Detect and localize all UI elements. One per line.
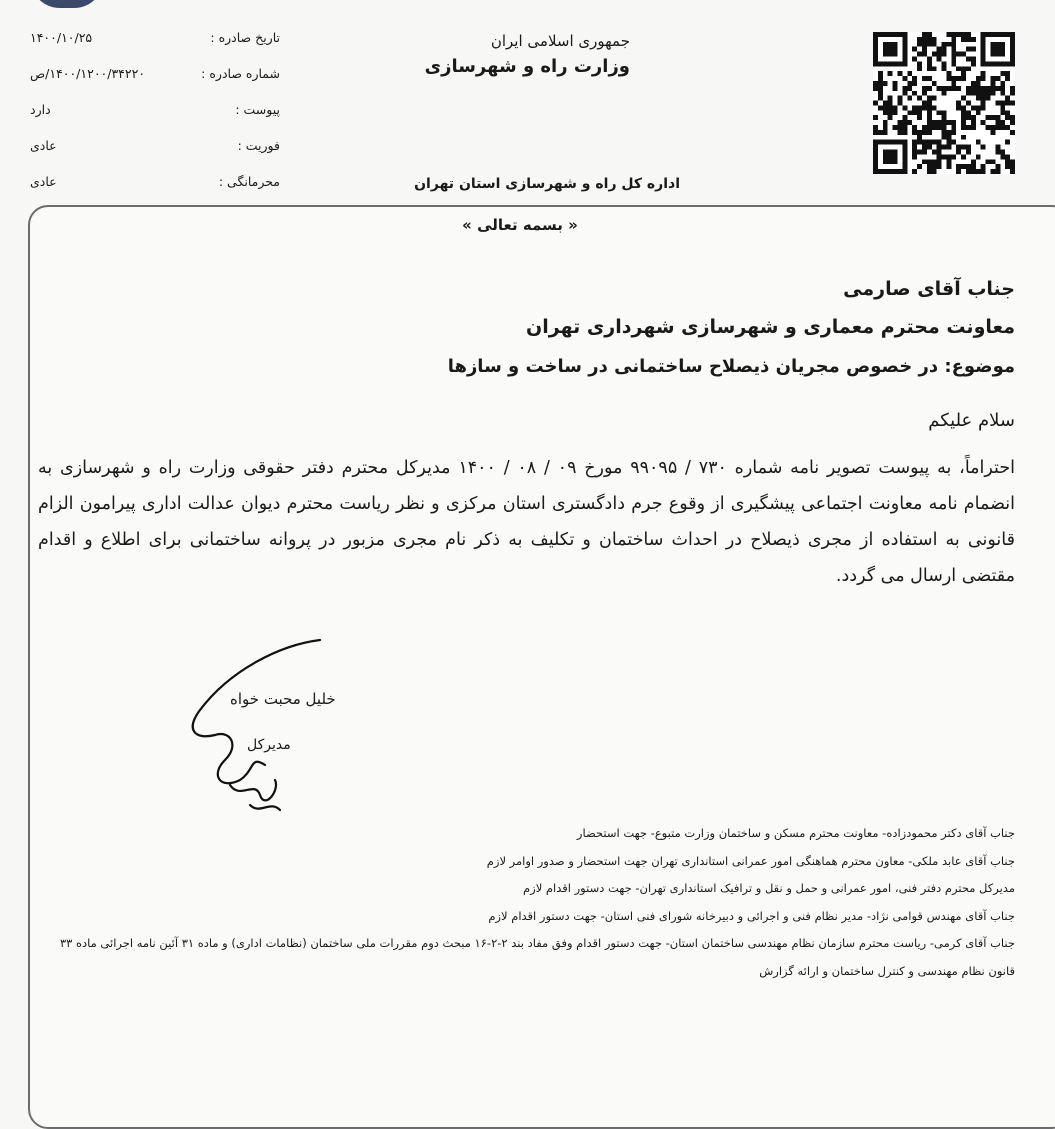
ministry-title: وزارت راه و شهرسازی	[424, 56, 630, 77]
handwritten-signature	[170, 630, 380, 830]
cc-item: جناب آقای کرمی- ریاست محترم سازمان نظام مهندسی ساختمان استان- جهت دستور اقدام وفق مفاد بند ۲-۲-۱۶ مبحث دوم مقررات ملی ساختمان (نظامات اداری) و ماده ۳۱ آئین نامه اجرائی ماده ۳۳ قانون نظام مهندسی و کنترل ساختمان و ارائه گزارش	[59, 936, 1015, 978]
meta-attachment-value: دارد	[30, 102, 51, 117]
meta-attachment	[30, 92, 280, 128]
greeting: سلام علیکم	[928, 410, 1015, 431]
meta-urgency-label: فوریت :	[237, 138, 280, 153]
meta-attachment-label: پیوست :	[235, 102, 280, 117]
addressee-title: معاونت محترم معماری و شهرسازی شهرداری تهران	[526, 316, 1015, 338]
meta-date	[30, 20, 280, 56]
meta-date-label: تاریخ صادره :	[210, 30, 280, 45]
meta-date-value: ۱۴۰۰/۱۰/۲۵	[30, 30, 93, 45]
republic-title: جمهوری اسلامی ایران	[490, 32, 630, 50]
cc-item: جناب آقای مهندس قوامی نژاد- مدیر نظام فنی و اجرائی و دبیرخانه شورای فنی استان- جهت دستور اقدام لازم	[488, 908, 1015, 923]
cc-item: مدیرکل محترم دفتر فنی، امور عمرانی و حمل و نقل و ترافیک استانداری تهران- جهت دستور اقدام لازم	[523, 881, 1015, 895]
addressee: جناب آقای صارمی	[843, 278, 1015, 300]
meta-urgency	[30, 128, 280, 164]
meta-number-value: ۱۴۰۰/۱۲۰۰/۳۴۲۲۰/ص	[30, 66, 146, 81]
signer-title: مدیرکل	[247, 737, 291, 753]
cc-item: جناب آقای عابد ملکی- معاون محترم هماهنگی امور عمرانی استانداری تهران جهت استحضار و صدور اوامر لازم	[486, 853, 1015, 868]
meta-number	[30, 56, 280, 92]
letterhead	[400, 32, 630, 77]
cc-list	[40, 820, 1015, 985]
meta-confidentiality	[30, 164, 280, 200]
qr-code	[873, 32, 1015, 174]
meta-confidentiality-label: محرمانگی :	[218, 174, 280, 189]
meta-confidentiality-value: عادی	[30, 174, 57, 189]
emblem-logo	[30, 0, 104, 8]
meta-urgency-value: عادی	[30, 138, 57, 153]
letter-body: احتراماً، به پیوست تصویر نامه شماره ۷۳۰ / ۹۹۰۹۵ مورخ ۰۹ / ۰۸ / ۱۴۰۰ مدیرکل محترم دفتر حقوقی وزارت راه و شهرسازی به انضمام نامه معاونت اجتماعی پیشگیری از وقوع جرم دادگستری استان مرکزی و نظر ریاست محترم دیوان عدالت اداری پیرامون الزام قانونی به استفاده از مجری ذیصلاح در احداث ساختمان و تکلیف به ذکر نام مجری مزبور در پروانه ساختمانی برای اطلاع و اقدام مقتضی ارسال می گردد.	[38, 458, 1016, 586]
office-title: اداره کل راه و شهرسازی استان تهران	[414, 176, 680, 192]
subject-line: موضوع: در خصوص مجریان ذیصلاح ساختمانی در ساخت و سازها	[447, 356, 1015, 377]
signer-name: خلیل محبت خواه	[230, 690, 336, 708]
cc-item: جناب آقای دکتر محمودزاده- معاونت محترم مسکن و ساختمان وزارت متبوع- جهت استحضار	[576, 826, 1015, 840]
meta-number-label: شماره صادره :	[201, 66, 280, 81]
basmala: « بسمه تعالی »	[462, 216, 578, 234]
letter-metadata	[30, 20, 280, 200]
